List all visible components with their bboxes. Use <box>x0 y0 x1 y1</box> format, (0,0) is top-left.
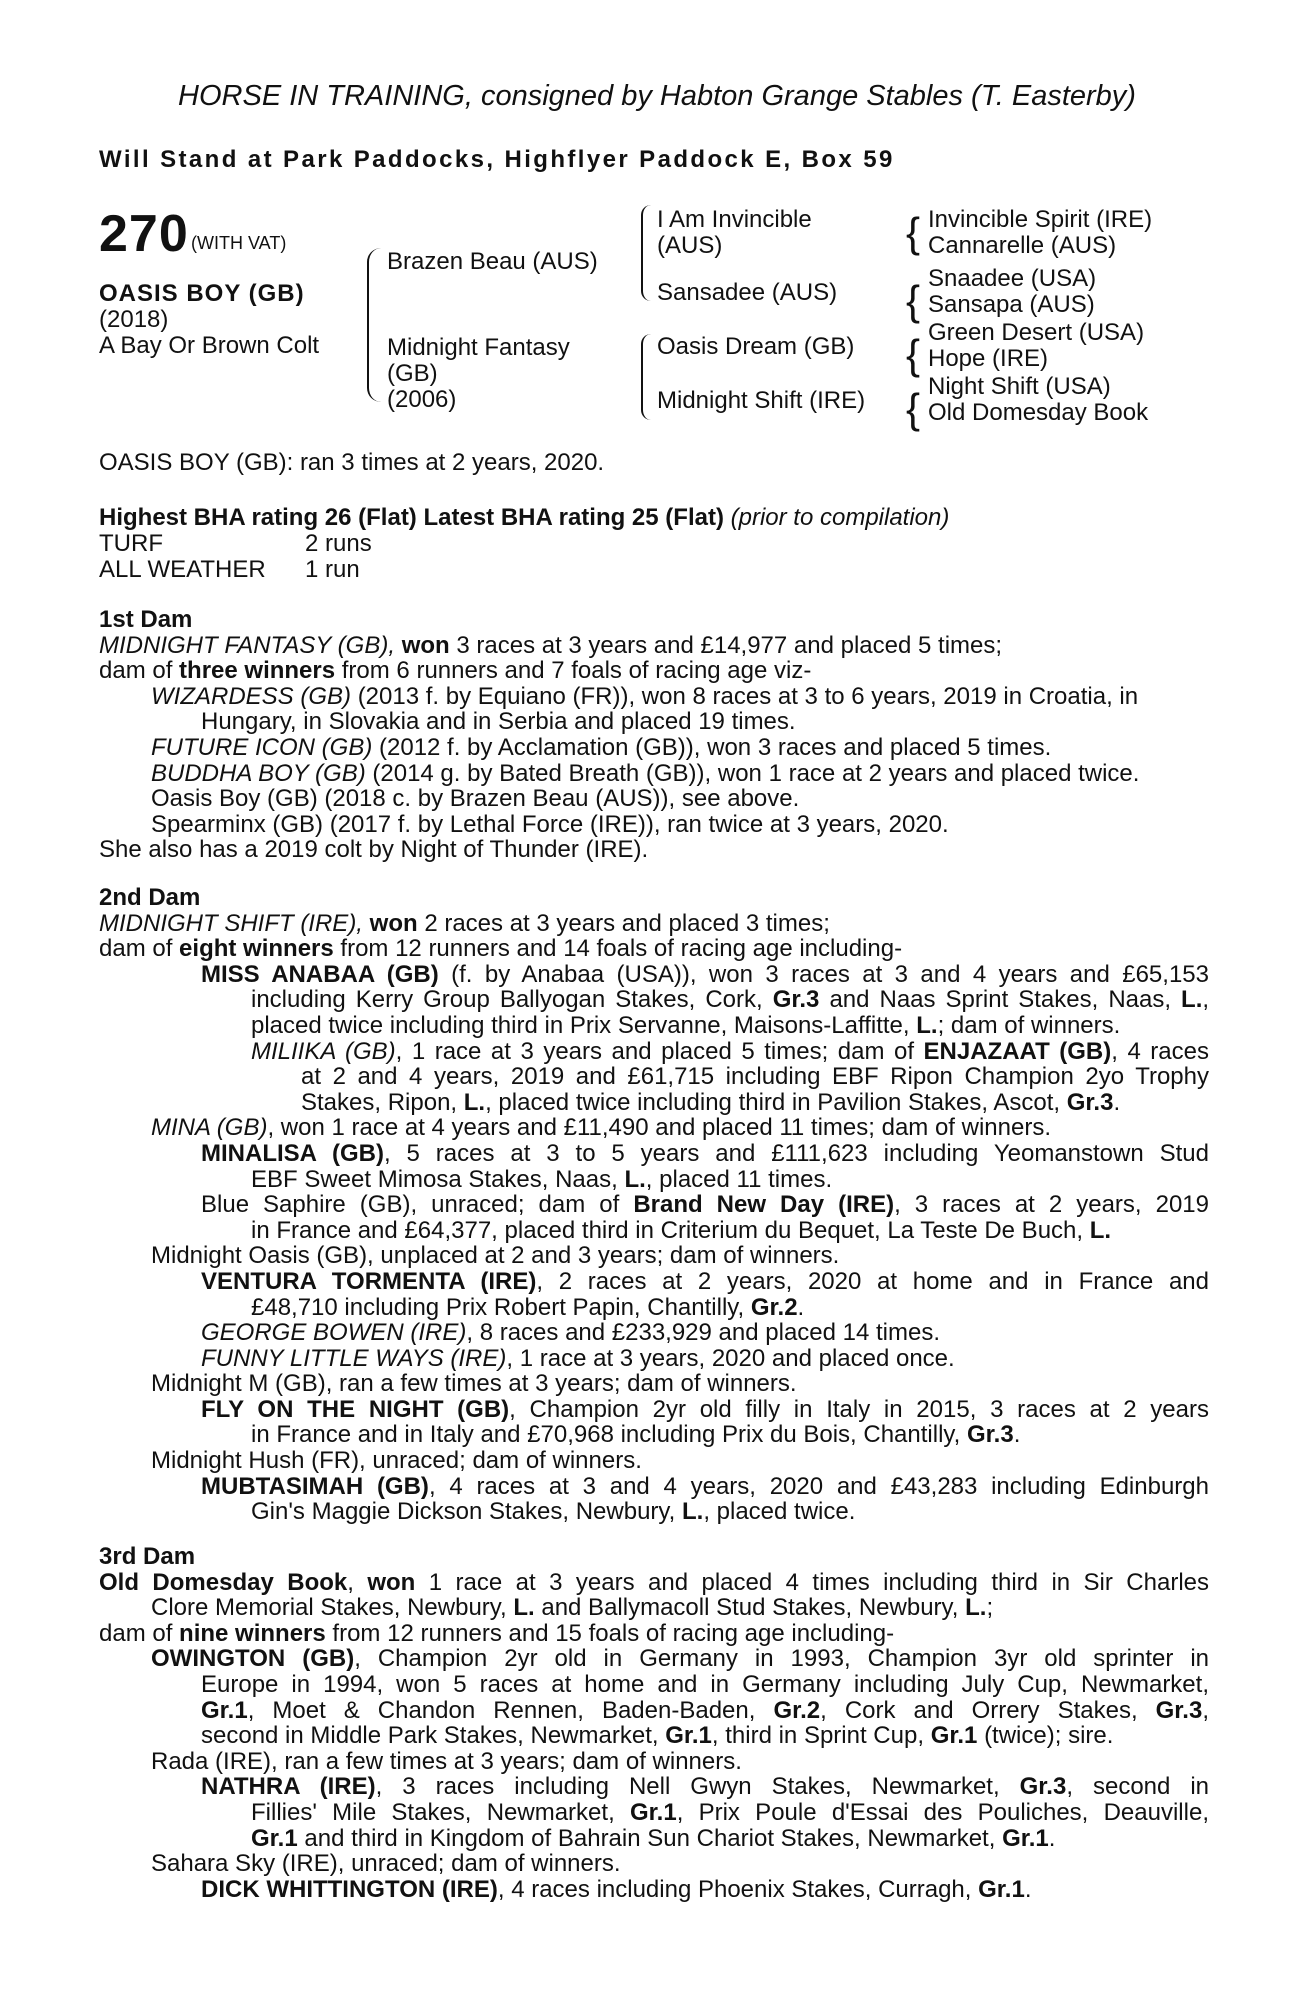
text: , 2 races at 2 years, 2020 at home and in France and <box>536 1267 1209 1295</box>
vat-note: (WITH VAT) <box>191 233 287 253</box>
pedigree-brace-3: { <box>906 331 921 378</box>
second-dam-produce-line <box>99 936 1209 962</box>
pedigree-gen3-4: Sansapa (AUS) <box>928 291 1095 318</box>
text: , second in <box>1066 1773 1210 1801</box>
text: , Prix Poule d'Essai des Pouliches, Deauville, <box>676 1798 1209 1826</box>
second-dam-section <box>99 885 1209 1525</box>
pedigree-dam-line1: Midnight Fantasy <box>387 334 570 361</box>
text: , Cork and Orrery Stakes, <box>820 1696 1138 1724</box>
grade: L. <box>965 1594 987 1622</box>
produce-entry-cont <box>99 1826 1209 1852</box>
produce-name: OWINGTON (GB) <box>151 1645 355 1673</box>
produce-suffix: from 12 runners and 15 foals of racing age including- <box>332 1619 895 1647</box>
lot-number: 270 <box>99 205 189 263</box>
grade: Gr.1 <box>930 1722 978 1750</box>
produce-record: (2014 g. by Bated Breath (GB)), won 1 race at 2 years and placed twice. <box>372 759 1140 787</box>
text: , 8 races and £233,929 and placed 14 times. <box>466 1319 941 1347</box>
produce-entry <box>99 761 1209 787</box>
text: , 4 races at 3 and 4 years, 2020 and £43,283 including Edinburgh <box>428 1472 1209 1500</box>
text: Blue Saphire (GB), unraced; dam of <box>201 1191 620 1219</box>
text: £48,710 including Prix Robert Papin, Chantilly, <box>251 1293 745 1321</box>
produce-entry <box>99 1115 1209 1141</box>
produce-entry <box>99 1877 1209 1903</box>
produce-entry <box>99 1141 1209 1167</box>
text: EBF Sweet Mimosa Stakes, Naas, <box>251 1165 618 1193</box>
race-summary: OASIS BOY (GB): ran 3 times at 2 years, 2020. <box>99 449 605 476</box>
produce-entry <box>99 1039 1209 1065</box>
produce-entry <box>99 1774 1209 1800</box>
text: ; <box>986 1594 994 1622</box>
grade: L. <box>681 1498 704 1526</box>
text: , 5 races at 3 to 5 years and £111,623 including Yeomanstown Stud <box>383 1139 1209 1167</box>
dam-record: 2 races at 3 years and placed 3 times; <box>424 909 830 937</box>
pedigree-sire: Brazen Beau (AUS) <box>387 248 598 275</box>
produce-prefix: dam of <box>99 657 173 685</box>
text: and Ballymacoll Stud Stakes, Newbury, <box>541 1594 959 1622</box>
winners-count: three winners <box>179 657 336 685</box>
pedigree-gen3-3: Snaadee (USA) <box>928 265 1097 292</box>
produce-entry-cont <box>99 987 1209 1013</box>
dam-name: MIDNIGHT FANTASY (GB), <box>99 631 396 659</box>
text: , Moet & Chandon Rennen, Baden-Baden, <box>247 1696 756 1724</box>
produce-name: MINALISA (GB) <box>201 1139 384 1167</box>
produce-name: GEORGE BOWEN (IRE) <box>201 1319 467 1347</box>
produce-record: (2013 f. by Equiano (FR)), won 8 races at 3 to 6 years, 2019 in Croatia, in <box>357 682 1139 710</box>
produce-entry <box>99 1346 1209 1372</box>
produce-entry-cont <box>99 1295 1209 1321</box>
grade: Gr.3 <box>1066 1088 1114 1116</box>
third-dam-line <box>99 1570 1209 1596</box>
produce-entry: Midnight Oasis (GB), unplaced at 2 and 3 years; dam of winners. <box>151 1242 840 1270</box>
produce-entry <box>99 735 1209 761</box>
winners-count: eight winners <box>179 935 334 963</box>
produce-name: NATHRA (IRE) <box>201 1773 376 1801</box>
text: and Naas Sprint Stakes, Naas, <box>829 986 1172 1014</box>
bha-ratings <box>99 505 949 531</box>
text: (twice); sire. <box>984 1722 1114 1750</box>
text: Clore Memorial Stakes, Newbury, <box>151 1594 507 1622</box>
turf-label: TURF <box>99 530 163 557</box>
produce-entry <box>99 1397 1209 1423</box>
produce-entry-cont <box>99 1090 1209 1116</box>
pedigree-gen3-2: Cannarelle (AUS) <box>928 232 1117 259</box>
produce-record: (f. by Anabaa (USA)), won 3 races at 3 and 4 years and £65,153 <box>451 960 1209 988</box>
pedigree-gen3-1: Invincible Spirit (IRE) <box>928 206 1153 233</box>
grade: Gr.3 <box>1155 1696 1203 1724</box>
produce-entry-cont <box>99 1167 1209 1193</box>
produce-entry: Rada (IRE), ran a few times at 3 years; dam of winners. <box>151 1747 742 1775</box>
produce-name: FLY ON THE NIGHT (GB) <box>201 1395 510 1423</box>
third-dam-produce-line <box>99 1621 1209 1647</box>
produce-entry <box>99 684 1209 710</box>
grade: Gr.1 <box>1002 1824 1049 1852</box>
produce-suffix: from 12 runners and 14 foals of racing age including- <box>340 935 903 963</box>
grade: Gr.2 <box>773 1696 821 1724</box>
grade: Gr.1 <box>201 1696 248 1724</box>
winners-count: nine winners <box>179 1619 326 1647</box>
text: , 1 race at 3 years, 2020 and placed once. <box>506 1344 955 1372</box>
produce-entry-cont <box>99 1422 1209 1448</box>
produce-entry: Spearminx (GB) (2017 f. by Lethal Force (IRE)), ran twice at 3 years, 2020. <box>151 810 949 838</box>
dam-name: MIDNIGHT SHIFT (IRE), <box>99 909 363 937</box>
text: , placed 11 times. <box>645 1165 833 1193</box>
pedigree-gen3-7: Night Shift (USA) <box>928 373 1111 400</box>
dam-name: Old Domesday Book <box>99 1568 348 1596</box>
produce-name: VENTURA TORMENTA (IRE) <box>201 1267 537 1295</box>
first-dam-heading: 1st Dam <box>99 606 193 633</box>
text: and third in Kingdom of Bahrain Sun Chariot Stakes, Newmarket, <box>304 1824 996 1852</box>
produce-name: DICK WHITTINGTON (IRE) <box>201 1875 498 1903</box>
pedigree-gen3-8: Old Domesday Book <box>928 399 1149 426</box>
pedigree-dam-line3: (2006) <box>387 386 457 413</box>
text: , placed twice including third in Pavilion Stakes, Ascot, <box>485 1088 1061 1116</box>
text: second in Middle Park Stakes, Newmarket, <box>201 1722 659 1750</box>
text: , third in Sprint Cup, <box>711 1722 925 1750</box>
pedigree-gen3-6: Hope (IRE) <box>928 345 1049 372</box>
produce-name: Brand New Day (IRE) <box>633 1191 895 1219</box>
text: placed twice including third in Prix Servanne, Maisons-Laffitte, <box>251 1011 910 1039</box>
produce-entry-cont <box>99 1800 1209 1826</box>
turf-value: 2 runs <box>305 530 372 557</box>
produce-name: FUNNY LITTLE WAYS (IRE) <box>201 1344 507 1372</box>
foaling-year: (2018) <box>99 306 169 333</box>
pedigree-dam-line2: (GB) <box>387 360 438 387</box>
produce-entry: Sahara Sky (IRE), unraced; dam of winners. <box>151 1850 621 1878</box>
produce-name: ENJAZAAT (GB) <box>923 1037 1112 1065</box>
grade: L. <box>1181 986 1203 1014</box>
pedigree-dam-sire: Oasis Dream (GB) <box>657 333 855 360</box>
consignor-header: HORSE IN TRAINING, consigned by Habton Grange Stables (T. Easterby) <box>178 80 1136 112</box>
text: in France and £64,377, placed third in Criterium du Bequet, La Teste De Buch, <box>251 1216 1084 1244</box>
text: , 4 races including Phoenix Stakes, Curragh, <box>497 1875 972 1903</box>
text: , 3 races at 2 years, 2019 <box>894 1191 1209 1219</box>
dam-record: 3 races at 3 years and £14,977 and placed 5 times; <box>456 631 1003 659</box>
text: . <box>1048 1824 1056 1852</box>
grade: L. <box>1089 1216 1112 1244</box>
produce-entry: Oasis Boy (GB) (2018 c. by Brazen Beau (AUS)), see above. <box>151 785 800 813</box>
grade: Gr.3 <box>772 986 820 1014</box>
won-label: won <box>369 909 418 937</box>
pedigree-brace-1: { <box>906 209 921 256</box>
grade: Gr.1 <box>629 1798 677 1826</box>
text: Fillies' Mile Stakes, Newmarket, <box>251 1798 615 1826</box>
horse-description: A Bay Or Brown Colt <box>99 332 320 359</box>
produce-entry-cont <box>99 1698 1209 1724</box>
ratings-note: (prior to compilation) <box>730 504 950 531</box>
produce-entry-cont: at 2 and 4 years, 2019 and £61,715 including EBF Ripon Champion 2yo Trophy <box>301 1063 1209 1091</box>
produce-entry-cont <box>99 1723 1209 1749</box>
produce-entry-cont: Europe in 1994, won 5 races at home and in Germany including July Cup, Newmarket, <box>201 1670 1209 1698</box>
pedigree-dam-dam: Midnight Shift (IRE) <box>657 387 866 414</box>
aw-value: 1 run <box>305 556 360 583</box>
ratings-text: Highest BHA rating 26 (Flat) Latest BHA rating 25 (Flat) <box>99 504 724 531</box>
grade: Gr.1 <box>665 1722 712 1750</box>
first-dam-line <box>99 633 1209 659</box>
text: including Kerry Group Ballyogan Stakes, Cork, <box>251 986 763 1014</box>
produce-note: She also has a 2019 colt by Night of Thunder (IRE). <box>99 836 649 864</box>
grade: Gr.2 <box>750 1293 798 1321</box>
text: , Champion 2yr old filly in Italy in 2015, 3 races at 2 years <box>509 1395 1209 1423</box>
grade: Gr.1 <box>978 1875 1025 1903</box>
text: , Champion 2yr old in Germany in 1993, Champion 3yr old sprinter in <box>354 1645 1209 1673</box>
produce-entry <box>99 1269 1209 1295</box>
grade: Gr.3 <box>966 1421 1014 1449</box>
grade: Gr.1 <box>251 1824 298 1852</box>
produce-name: BUDDHA BOY (GB) <box>151 759 366 787</box>
pedigree-sire-dam: Sansadee (AUS) <box>657 279 838 306</box>
text: , won 1 race at 4 years and £11,490 and placed 11 times; dam of winners. <box>267 1114 1052 1142</box>
horse-name: OASIS BOY (GB) <box>99 280 305 307</box>
pedigree-brace-4: { <box>906 385 921 432</box>
produce-entry: Midnight Hush (FR), unraced; dam of winners. <box>151 1447 642 1475</box>
grade: L. <box>624 1165 646 1193</box>
first-dam-produce-line <box>99 658 1209 684</box>
pedigree-bracket-dam <box>641 334 651 420</box>
text: Stakes, Ripon, <box>301 1088 458 1116</box>
produce-name: MILIIKA (GB) <box>251 1037 396 1065</box>
pedigree-bracket-sire <box>641 205 651 301</box>
third-dam-section <box>99 1544 1209 1902</box>
produce-entry <box>99 1646 1209 1672</box>
produce-entry-cont: Hungary, in Slovakia and in Serbia and placed 19 times. <box>201 708 796 736</box>
pedigree-brace-2: { <box>906 277 921 324</box>
produce-name: MISS ANABAA (GB) <box>201 960 439 988</box>
second-dam-line <box>99 911 1209 937</box>
produce-entry <box>99 962 1209 988</box>
first-dam-section <box>99 607 1209 863</box>
pedigree-gen3-5: Green Desert (USA) <box>928 319 1145 346</box>
pedigree-sire-sire-line1: I Am Invincible <box>657 206 812 233</box>
text: , <box>347 1568 354 1596</box>
produce-entry <box>99 1474 1209 1500</box>
text: . <box>797 1293 805 1321</box>
text: ; dam of winners. <box>937 1011 1121 1039</box>
text: , <box>1202 986 1210 1014</box>
text: , <box>1202 1696 1209 1724</box>
grade: Gr.3 <box>1019 1773 1067 1801</box>
pedigree-sire-sire-line2: (AUS) <box>657 232 723 259</box>
third-dam-line-cont <box>99 1595 1209 1621</box>
text: , placed twice. <box>703 1498 856 1526</box>
produce-suffix: from 6 runners and 7 foals of racing age viz- <box>341 657 812 685</box>
produce-record: (2012 f. by Acclamation (GB)), won 3 races and placed 5 times. <box>379 733 1052 761</box>
grade: L. <box>463 1088 486 1116</box>
won-label: won <box>401 631 450 659</box>
text: . <box>1024 1875 1032 1903</box>
aw-label: ALL WEATHER <box>99 556 266 583</box>
grade: L. <box>513 1594 535 1622</box>
produce-name: FUTURE ICON (GB) <box>151 733 373 761</box>
produce-name: WIZARDESS (GB) <box>151 682 352 710</box>
produce-entry <box>99 1320 1209 1346</box>
produce-entry <box>99 1192 1209 1218</box>
produce-entry: Midnight M (GB), ran a few times at 3 years; dam of winners. <box>151 1370 797 1398</box>
text: , 4 races <box>1111 1037 1209 1065</box>
produce-name: MUBTASIMAH (GB) <box>201 1472 429 1500</box>
text: , 3 races including Nell Gwyn Stakes, Newmarket, <box>375 1773 1000 1801</box>
text: . <box>1113 1088 1121 1116</box>
grade: L. <box>916 1011 938 1039</box>
won-label: won <box>367 1568 416 1596</box>
text: . <box>1013 1421 1021 1449</box>
second-dam-heading: 2nd Dam <box>99 884 201 911</box>
text: Gin's Maggie Dickson Stakes, Newbury, <box>251 1498 676 1526</box>
stand-location: Will Stand at Park Paddocks, Highflyer Paddock E, Box 59 <box>99 146 895 173</box>
text: in France and in Italy and £70,968 including Prix du Bois, Chantilly, <box>251 1421 961 1449</box>
pedigree-bracket-gen1 <box>367 248 381 402</box>
text: , 1 race at 3 years and placed 5 times; dam of <box>395 1037 914 1065</box>
third-dam-heading: 3rd Dam <box>99 1543 196 1570</box>
produce-entry-cont <box>99 1218 1209 1244</box>
produce-name: MINA (GB) <box>151 1114 268 1142</box>
text: 1 race at 3 years and placed 4 times including third in Sir Charles <box>428 1568 1210 1596</box>
produce-prefix: dam of <box>99 1619 173 1647</box>
produce-prefix: dam of <box>99 935 173 963</box>
produce-entry-cont <box>99 1499 1209 1525</box>
produce-entry-cont <box>99 1013 1209 1039</box>
